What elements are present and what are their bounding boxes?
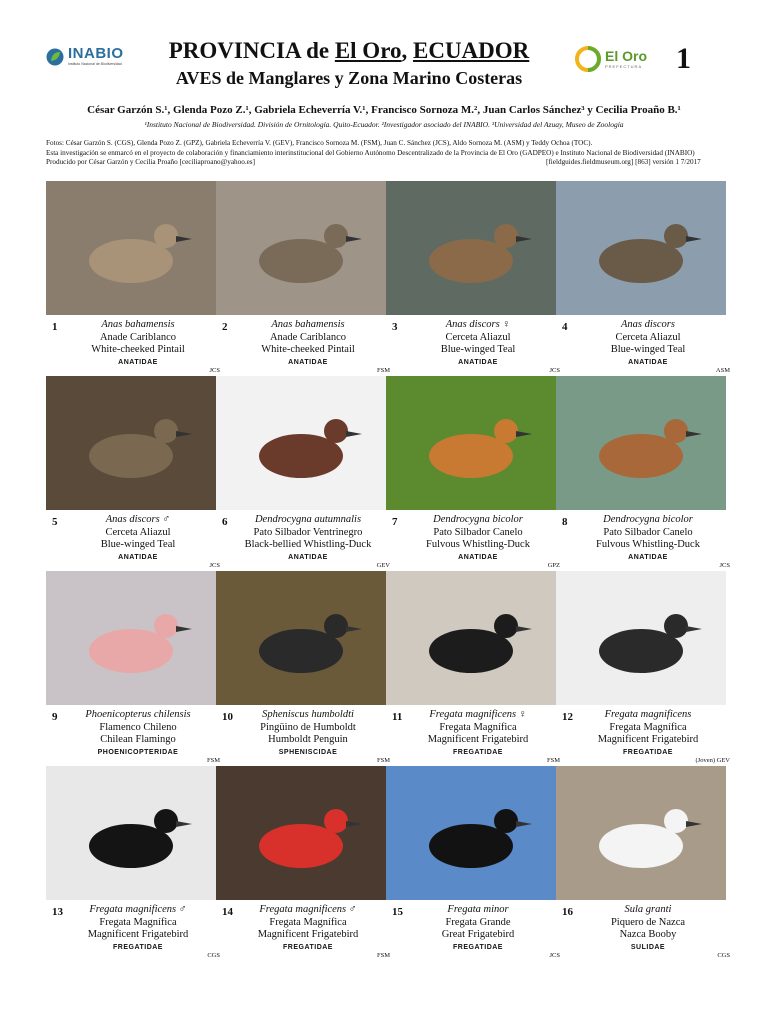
english-name: Magnificent Frigatebird (597, 734, 699, 746)
photo-credit: FSM (376, 757, 390, 764)
english-name: Magnificent Frigatebird (87, 929, 189, 941)
photo-credit: GEV (376, 562, 390, 569)
bird-photo (386, 376, 556, 510)
species-number: 7 (392, 516, 398, 528)
scientific-name: Fregata magnificens ♂ (259, 904, 357, 915)
species-card (556, 376, 730, 569)
scientific-name: Anas bahamensis (271, 319, 345, 330)
english-name: Magnificent Frigatebird (257, 929, 359, 941)
credits-block (46, 139, 726, 168)
species-number: 6 (222, 516, 228, 528)
family-name: FREGATIDAE (453, 748, 503, 756)
photo-credit: CGS (207, 952, 220, 959)
english-name: Great Frigatebird (441, 929, 515, 941)
bird-photo (386, 181, 556, 315)
species-card (46, 376, 220, 569)
family-name: FREGATIDAE (623, 748, 673, 756)
species-number: 4 (562, 321, 568, 333)
bird-photo (46, 766, 216, 900)
english-name: White-cheeked Pintail (91, 344, 185, 356)
project-note: Esta investigación se enmarcó en el proyecto de colaboración y financiamiento interinstitucional del Gobierno Autónomo Descentralizado de la Provincia de El Oro (GADPEO) e Instituto Nacional de Biodiversidad (INABIO) (46, 148, 695, 157)
family-name: ANATIDAE (288, 358, 328, 366)
spanish-name: Fregata Magnífica (269, 916, 347, 928)
scientific-name: Fregata minor (447, 904, 509, 915)
species-card (46, 181, 220, 374)
species-number: 15 (392, 906, 403, 918)
page-number: 1 (676, 42, 691, 75)
species-card (386, 181, 560, 374)
bird-photo (46, 181, 216, 315)
species-number: 13 (52, 906, 63, 918)
species-card (46, 571, 220, 764)
species-caption (236, 319, 380, 369)
species-card (216, 766, 390, 959)
species-number: 12 (562, 711, 573, 723)
title-separator: , (401, 38, 413, 63)
affiliations: ¹Instituto Nacional de Biodiversidad. División de Ornitología. Quito-Ecuador. ²Investigador asociado del INABIO. ³Universidad del Azuay, Museo de Zoología (144, 120, 624, 129)
family-name: FREGATIDAE (113, 943, 163, 951)
species-caption (66, 514, 210, 564)
species-card (216, 571, 390, 764)
species-number: 10 (222, 711, 233, 723)
species-caption (236, 904, 380, 954)
bird-photo (556, 376, 726, 510)
bird-photo (386, 766, 556, 900)
bird-photo (556, 571, 726, 705)
spanish-name: Cerceta Aliazul (615, 331, 681, 343)
species-caption (236, 709, 380, 759)
title-ecuador: ECUADOR (413, 38, 530, 63)
species-caption (406, 709, 550, 759)
photo-credit: FSM (206, 757, 220, 764)
spanish-name: Piquero de Nazca (610, 916, 686, 928)
species-number: 8 (562, 516, 568, 528)
species-number: 5 (52, 516, 58, 528)
family-name: ANATIDAE (628, 358, 668, 366)
species-caption (66, 904, 210, 954)
english-name: Blue-winged Teal (440, 344, 516, 356)
english-name: Fulvous Whistling-Duck (426, 539, 530, 551)
photo-credit: JCS (549, 367, 560, 374)
species-card (386, 571, 560, 764)
title-el-oro: El Oro (334, 38, 402, 63)
spanish-name: Pato Silbador Ventrinegro (253, 526, 363, 538)
species-caption (576, 904, 720, 954)
spanish-name: Fregata Magnífica (439, 721, 517, 733)
scientific-name: Dendrocygna bicolor (603, 514, 693, 525)
photo-credit: JCS (209, 562, 220, 569)
species-card (46, 766, 220, 959)
el-oro-logo (575, 46, 655, 76)
family-name: ANATIDAE (118, 358, 158, 366)
scientific-name: Anas discors (621, 319, 675, 330)
guide-reference: [fieldguides.fieldmuseum.org] [863] versión 1 7/2017 (546, 158, 701, 167)
species-caption (406, 319, 550, 369)
english-name: Nazca Booby (619, 929, 677, 941)
species-card (216, 376, 390, 569)
species-card (386, 376, 560, 569)
species-caption (576, 709, 720, 759)
spanish-name: Anade Cariblanco (269, 331, 347, 343)
photo-credit: JCS (549, 952, 560, 959)
photo-credit: FSM (376, 952, 390, 959)
authors: César Garzón S.¹, Glenda Pozo Z.¹, Gabriela Echeverría V.¹, Francisco Sornoza M.², Juan Carlos Sánchez³ y Cecilia Proaño B.¹ (87, 104, 681, 116)
inabio-logo-sub: Instituto Nacional de Biodiversidad (68, 62, 122, 66)
species-number: 11 (392, 711, 403, 723)
scientific-name: Anas discors ♀ (445, 319, 511, 330)
species-card (556, 181, 730, 374)
spanish-name: Fregata Grande (445, 916, 511, 928)
species-caption (576, 319, 720, 369)
spanish-name: Pato Silbador Canelo (433, 526, 523, 538)
spanish-name: Flamenco Chileno (99, 721, 177, 733)
bird-photo (386, 571, 556, 705)
family-name: SULIDAE (630, 943, 666, 951)
english-name: Chilean Flamingo (100, 734, 176, 746)
spanish-name: Fregata Magnífica (99, 916, 177, 928)
bird-photo (216, 571, 386, 705)
photo-credit: JCS (209, 367, 220, 374)
family-name: ANATIDAE (628, 553, 668, 561)
photo-credit: ASM (715, 367, 730, 374)
spanish-name: Cerceta Aliazul (105, 526, 171, 538)
species-caption (66, 709, 210, 759)
bird-photo (216, 376, 386, 510)
species-card (386, 766, 560, 959)
bird-photo (556, 766, 726, 900)
species-number: 3 (392, 321, 398, 333)
bird-photo (556, 181, 726, 315)
scientific-name: Anas discors ♂ (105, 514, 171, 525)
english-name: Humboldt Penguin (268, 734, 348, 746)
species-number: 2 (222, 321, 228, 333)
family-name: FREGATIDAE (453, 943, 503, 951)
photo-credits: Fotos: César Garzón S. (CGS), Glenda Pozo Z. (GPZ), Gabriela Echeverría V. (GEV), Francisco Sornoza M. (FSM), Juan C. Sánchez (JCS), Aldo Sornoza M. (ASM) y Teddy Ochoa (TOC). (46, 139, 593, 147)
species-caption (406, 514, 550, 564)
english-name: Blue-winged Teal (100, 539, 176, 551)
spanish-name: Fregata Magnífica (609, 721, 687, 733)
species-caption (66, 319, 210, 369)
species-card (216, 181, 390, 374)
species-card (556, 571, 730, 764)
species-number: 14 (222, 906, 233, 918)
species-number: 9 (52, 711, 58, 723)
scientific-name: Fregata magnificens (604, 709, 692, 720)
family-name: SPHENISCIDAE (278, 748, 338, 756)
species-caption (406, 904, 550, 954)
species-number: 1 (52, 321, 58, 333)
produced-by: Producido por César Garzón y Cecilia Proaño [ceciliaproano@yahoo.es] (46, 158, 255, 167)
species-card (556, 766, 730, 959)
bird-photo (216, 766, 386, 900)
bird-photo (216, 181, 386, 315)
spanish-name: Pato Silbador Canelo (603, 526, 693, 538)
family-name: ANATIDAE (458, 553, 498, 561)
photo-credit: FSM (376, 367, 390, 374)
el-oro-ring-icon (575, 46, 601, 72)
family-name: FREGATIDAE (283, 943, 333, 951)
english-name: Black-bellied Whistling-Duck (244, 539, 372, 551)
photo-credit: (Joven) GEV (695, 757, 730, 764)
scientific-name: Spheniscus humboldti (262, 709, 354, 720)
english-name: White-cheeked Pintail (261, 344, 355, 356)
species-caption (576, 514, 720, 564)
title-prefix: PROVINCIA de (168, 38, 335, 63)
inabio-logo-text: INABIO (68, 45, 124, 62)
photo-credit: CGS (717, 952, 730, 959)
species-caption (236, 514, 380, 564)
photo-credit: GPZ (547, 562, 560, 569)
el-oro-logo-sub: PREFECTURA (605, 64, 643, 69)
scientific-name: Fregata magnificens ♂ (89, 904, 187, 915)
family-name: ANATIDAE (288, 553, 328, 561)
family-name: PHOENICOPTERIDAE (97, 748, 179, 756)
scientific-name: Phoenicopterus chilensis (85, 709, 191, 720)
page-subtitle: AVES de Manglares y Zona Marino Costeras (175, 68, 523, 88)
scientific-name: Fregata magnificens ♀ (429, 709, 527, 720)
photo-credit: FSM (546, 757, 560, 764)
family-name: ANATIDAE (118, 553, 158, 561)
english-name: Fulvous Whistling-Duck (596, 539, 700, 551)
species-number: 16 (562, 906, 573, 918)
bird-photo (46, 571, 216, 705)
scientific-name: Dendrocygna autumnalis (254, 514, 362, 525)
family-name: ANATIDAE (458, 358, 498, 366)
bird-photo (46, 376, 216, 510)
scientific-name: Sula granti (624, 904, 672, 915)
spanish-name: Anade Cariblanco (99, 331, 177, 343)
english-name: Blue-winged Teal (610, 344, 686, 356)
scientific-name: Dendrocygna bicolor (433, 514, 523, 525)
el-oro-logo-text: El Oro (605, 48, 648, 64)
scientific-name: Anas bahamensis (101, 319, 175, 330)
spanish-name: Cerceta Aliazul (445, 331, 511, 343)
spanish-name: Pingüino de Humboldt (260, 721, 356, 733)
photo-credit: JCS (719, 562, 730, 569)
english-name: Magnificent Frigatebird (427, 734, 529, 746)
